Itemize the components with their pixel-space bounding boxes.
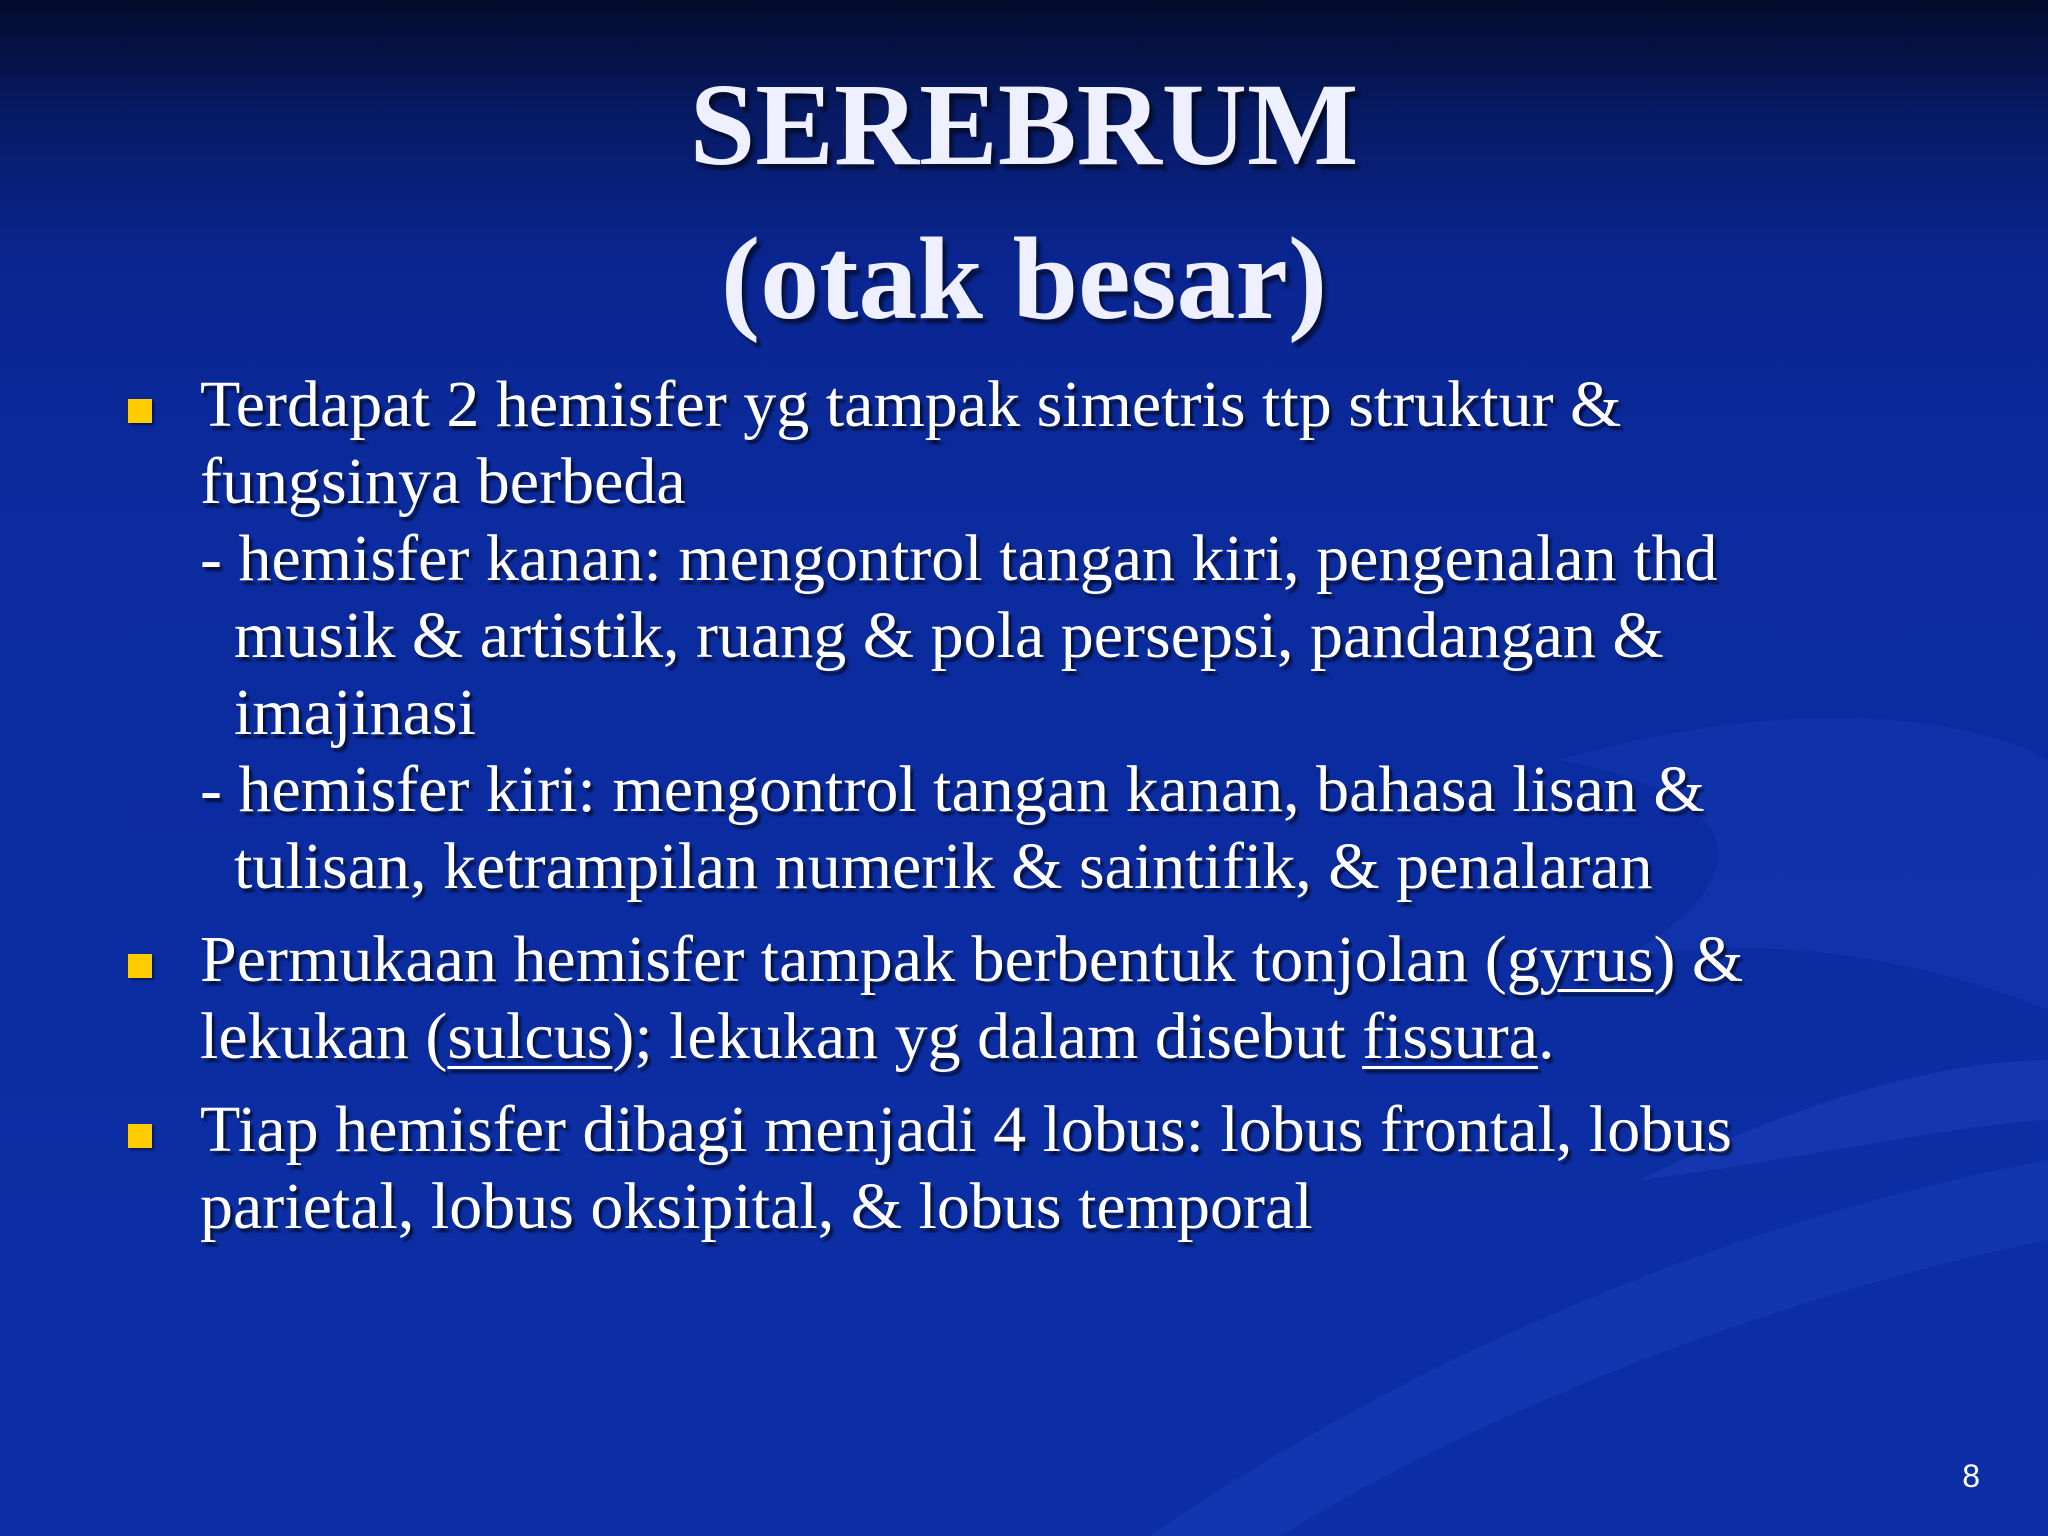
bullet-list [200, 366, 1840, 1261]
slide-title-line-2: (otak besar) [720, 213, 1328, 344]
bullet-item-lobes [200, 1091, 1840, 1245]
text-segment: ) & [1653, 923, 1744, 996]
sub-item-text-line: imajinasi [234, 676, 476, 749]
bullet-item-hemispheres [200, 366, 1840, 905]
bullet-text-line: parietal, lobus oksipital, & lobus temporal [200, 1170, 1313, 1243]
bullet-text-line [200, 998, 1840, 1075]
page-number: 8 [1962, 1458, 1980, 1494]
text-segment: Permukaan hemisfer tampak berbentuk tonjolan ( [200, 923, 1507, 996]
bullet-text-line: Terdapat 2 hemisfer yg tampak simetris ttp struktur & [200, 368, 1622, 441]
term-sulcus: sulcus [447, 1000, 613, 1073]
sub-item-left-hemisphere: - hemisfer kiri: mengontrol tangan kanan, bahasa lisan & [200, 753, 1705, 826]
sub-item-text-line: musik & artistik, ruang & pola persepsi, pandangan & [234, 599, 1664, 672]
term-fissura: fissura [1362, 1000, 1539, 1073]
bullet-text-line: Tiap hemisfer dibagi menjadi 4 lobus: lobus frontal, lobus [200, 1093, 1732, 1166]
bullet-square-icon [128, 954, 152, 978]
bullet-square-icon [128, 399, 152, 423]
slide-title [0, 48, 2048, 356]
term-gyrus: gyrus [1506, 923, 1654, 996]
text-segment: ); lekukan yg dalam disebut [612, 1000, 1363, 1073]
text-segment: . [1538, 1000, 1555, 1073]
bullet-square-icon [128, 1124, 152, 1148]
text-segment: lekukan ( [200, 1000, 448, 1073]
slide-title-line-1: SEREBRUM [689, 59, 1359, 190]
bullet-item-surface [200, 921, 1840, 1075]
bullet-text-line [200, 921, 1840, 998]
sub-item-right-hemisphere: - hemisfer kanan: mengontrol tangan kiri, pengenalan thd [200, 522, 1718, 595]
bullet-text-line: fungsinya berbeda [200, 445, 686, 518]
sub-item-text-line: tulisan, ketrampilan numerik & saintifik, & penalaran [234, 830, 1653, 903]
